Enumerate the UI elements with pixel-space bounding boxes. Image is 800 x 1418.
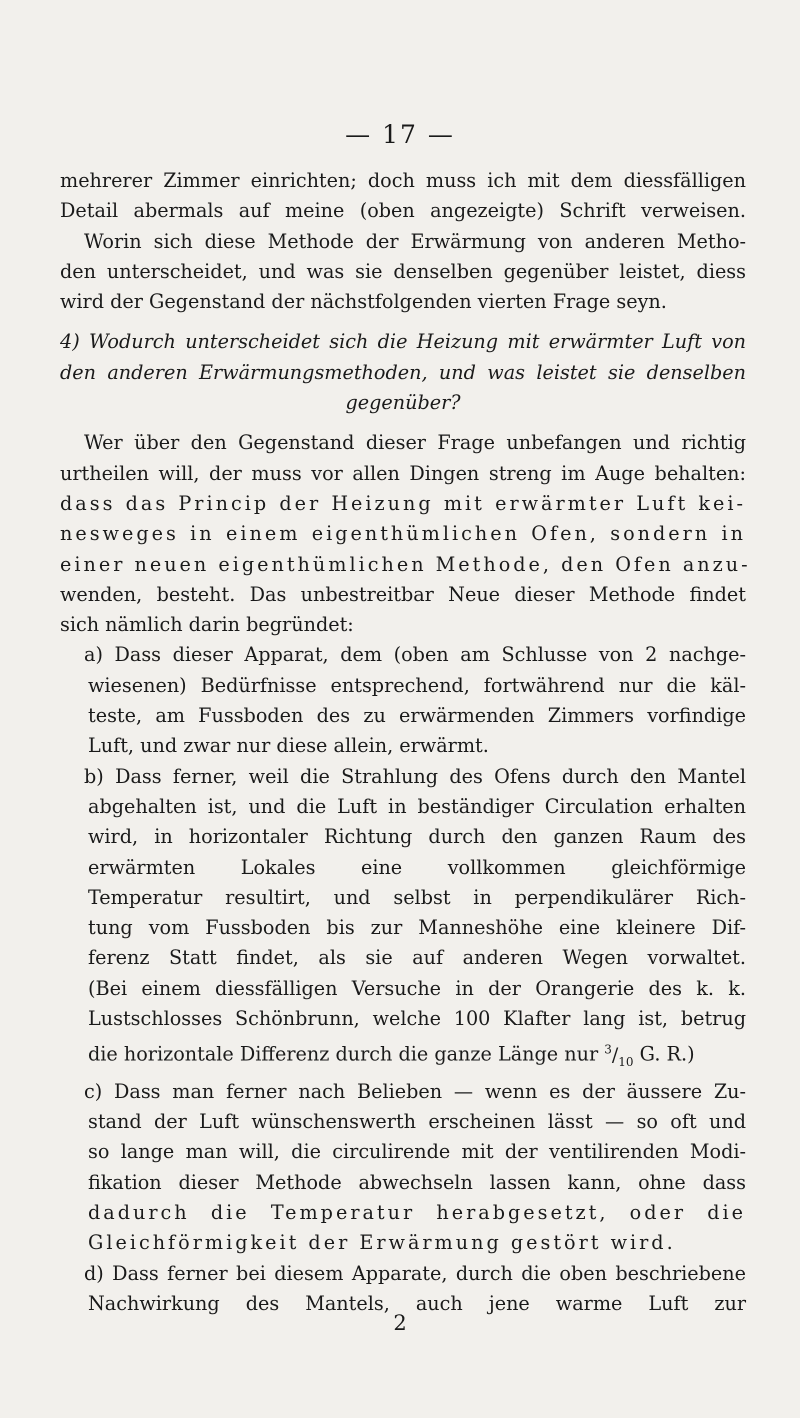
text-line: einer neuen eigenthümlichen Methode, den Ofen anzu- [60, 552, 751, 576]
list-item-b-line: wird, in horizontaler Richtung durch den ganzen Raum des [88, 825, 746, 849]
text-line: nesweges in einem eigenthümlichen Ofen, sondern in [60, 522, 746, 546]
list-item-d-line: d) Dass ferner bei diesem Apparate, durch die oben beschriebene [84, 1261, 746, 1285]
fraction-denominator: 10 [618, 1054, 634, 1069]
fraction-numerator: 3 [604, 1042, 612, 1057]
text-line: wenden, besteht. Das unbestreitbar Neue dieser Methode findet [60, 582, 746, 606]
list-item-c-line: dadurch die Temperatur herabgesetzt, oder die [88, 1200, 746, 1224]
list-item-b-line: erwärmten Lokales eine vollkommen gleichförmige [88, 855, 746, 879]
text-line: Worin sich diese Methode der Erwärmung von anderen Metho- [84, 229, 746, 253]
list-item-a-line: wiesenen) Bedürfnisse entsprechend, fortwährend nur die käl- [88, 673, 746, 697]
list-item-b-line: ferenz Statt findet, als sie auf anderen Wegen vorwaltet. [88, 946, 746, 970]
signature-mark: 2 [393, 1311, 407, 1335]
list-item-a-line: teste, am Fussboden des zu erwärmenden Zimmers vorfindige [88, 704, 746, 728]
text-line: wird der Gegenstand der nächstfolgenden vierten Frage seyn. [60, 290, 667, 314]
question-heading-line: den anderen Erwärmungsmethoden, und was leistet sie denselben [60, 360, 746, 384]
list-item-b-line: abgehalten ist, und die Luft in beständiger Circulation erhalten [88, 794, 746, 818]
list-item-d-line: Nachwirkung des Mantels, auch jene warme Luft zur [88, 1291, 746, 1315]
list-item-c-line: c) Dass man ferner nach Belieben — wenn es der äussere Zu- [84, 1079, 746, 1103]
fraction: $^3/_{10}$ [604, 1042, 634, 1069]
question-heading-line: 4) Wodurch unterscheidet sich die Heizung mit erwärmter Luft von [60, 330, 746, 354]
list-item-c-line: so lange man will, die circulirende mit der ventilirenden Modi- [88, 1140, 746, 1164]
page-body [60, 166, 751, 1319]
list-item-b-line: (Bei einem diessfälligen Versuche in der Orangerie des k. k. [88, 976, 746, 1000]
text-line: urtheilen will, der muss vor allen Dingen streng im Auge behalten: [60, 461, 746, 485]
text-line: Detail abermals auf meine (oben angezeigte) Schrift verweisen. [60, 199, 746, 223]
text-line: sich nämlich darin begründet: [60, 613, 354, 637]
list-item-b-line: Temperatur resultirt, und selbst in perpendikulärer Rich- [88, 885, 746, 909]
text-line: Wer über den Gegenstand dieser Frage unbefangen und richtig [84, 431, 746, 455]
fraction-line-after: G. R.) [633, 1042, 695, 1066]
text-line: mehrerer Zimmer einrichten; doch muss ich mit dem diessfälligen [60, 169, 746, 192]
list-item-b-line: b) Dass ferner, weil die Strahlung des Ofens durch den Mantel [84, 764, 746, 788]
list-item-a-line: a) Dass dieser Apparat, dem (oben am Schlusse von 2 nachge- [84, 643, 746, 667]
page-number-header: — 17 — [345, 120, 455, 149]
fraction-line-before: die horizontale Differenz durch die ganze Länge nur [88, 1042, 605, 1066]
list-item-a-line: Luft, und zwar nur diese allein, erwärmt. [88, 734, 489, 758]
list-item-b-fraction-line [60, 1034, 746, 1076]
list-item-b-line: Lustschlosses Schönbrunn, welche 100 Klafter lang ist, betrug [88, 1007, 746, 1031]
list-item-c-line: fikation dieser Methode abwechseln lassen kann, ohne dass [88, 1170, 746, 1194]
question-heading-line: gegenüber? [345, 391, 461, 415]
list-item-c-line: stand der Luft wünschenswerth erscheinen lässt — so oft und [88, 1110, 746, 1134]
list-item-b-line: tung vom Fussboden bis zur Manneshöhe eine kleinere Dif- [88, 916, 746, 940]
text-line: dass das Princip der Heizung mit erwärmter Luft kei- [60, 491, 746, 515]
list-item-c-line: Gleichförmigkeit der Erwärmung gestört wird. [88, 1231, 676, 1255]
text-line: den unterscheidet, und was sie denselben gegenüber leistet, diess [60, 259, 746, 283]
